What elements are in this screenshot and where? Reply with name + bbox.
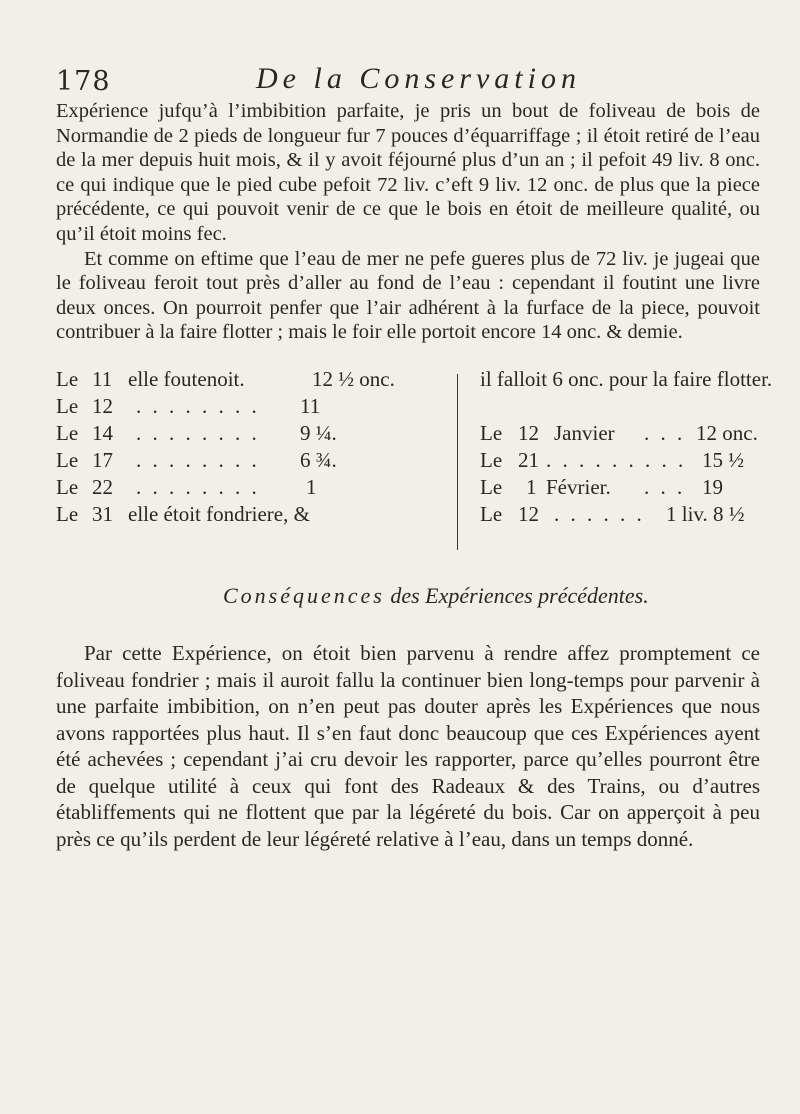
row-day: 1 (526, 475, 537, 499)
row-prefix: Le (56, 448, 79, 472)
row-value: 6 ¾. (300, 448, 337, 472)
row-text: elle étoit fondriere, & (128, 502, 310, 526)
row-prefix: Le (480, 421, 503, 445)
row-day: 12 (92, 394, 113, 418)
row-dots: . . . . . . . . (136, 421, 260, 445)
row-value: 15 ½ (702, 448, 744, 472)
table-left-column (56, 366, 456, 528)
running-title: De la Conservation (256, 62, 581, 95)
row-dots: . . . (644, 475, 686, 499)
row-dots: . . . (644, 421, 686, 445)
row-prefix: Le (56, 367, 79, 391)
row-text: elle foutenoit. (128, 367, 245, 391)
row-day: 14 (92, 421, 113, 445)
paragraph: Par cette Expérience, on étoit bien parvenu à rendre affez promptement ce foliveau fondrier ; mais il auroit fallu la continuer bien long-temps pour parvenir à une parfaite imbibition, on n’en peut pas douter après les Expériences que nous avons rapportées plus haut. Il s’en faut donc beaucoup que ces Expériences ayent été achevées ; cependant j’ai cru devoir les rapporter, parce qu’elles pourront être de quelque utilité à ceux qui font des Radeaux & des Trains, ou d’autres établiffements qui ne flottent que par la légéreté du bois. Car on apperçoit à peu près ce qu’ils perdent de leur légéreté relative à l’eau, dans un temps donné. (56, 641, 760, 851)
table-row (56, 447, 456, 474)
row-dots: . . . . . . . . (136, 394, 260, 418)
page-number: 178 (56, 66, 111, 97)
row-day: 21 (518, 448, 539, 472)
measurement-table (56, 366, 776, 556)
row-value: 11 (300, 394, 321, 418)
row-month: Janvier (554, 421, 615, 445)
row-day: 17 (92, 448, 113, 472)
row-day: 22 (92, 475, 113, 499)
row-value: 12 ½ onc. (312, 367, 395, 391)
row-prefix: Le (56, 421, 79, 445)
table-row (56, 420, 456, 447)
page-header (56, 62, 746, 102)
row-dots: . . . . . . . . (136, 475, 260, 499)
table-row (480, 474, 776, 501)
table-right-column (480, 366, 776, 528)
table-row (480, 501, 776, 528)
opening-text (56, 99, 760, 345)
row-prefix: Le (480, 475, 503, 499)
paragraph: Expérience jufqu’à l’imbibition parfaite, je pris un bout de foliveau de bois de Normandie de 2 pieds de longueur fur 7 pouces d’équarriffage ; il étoit retiré de l’eau de la mer depuis huit mois, & il y avoit féjourné plus d’un an ; il pefoit 49 liv. 8 onc. ce qui indique que le pied cube pefoit 72 liv. c’eft 9 liv. 12 onc. de plus que la piece précédente, ce qui pouvoit venir de ce que le bois en étoit de meilleure qualité, ou qu’il étoit moins fec. (56, 100, 760, 245)
table-row (480, 420, 776, 447)
row-value: 1 (306, 475, 317, 499)
row-prefix: Le (56, 502, 79, 526)
column-divider (457, 374, 458, 550)
row-prefix: Le (480, 448, 503, 472)
table-row (56, 393, 456, 420)
row-prefix: Le (56, 394, 79, 418)
row-prefix: Le (480, 502, 503, 526)
row-value: 12 onc. (696, 421, 758, 445)
row-dots: . . . . . . . . (136, 448, 260, 472)
row-value: 19 (702, 475, 723, 499)
section-heading (223, 583, 649, 609)
row-value: 1 liv. 8 ½ (666, 502, 745, 526)
row-day: 12 (518, 502, 539, 526)
row-day: 31 (92, 502, 113, 526)
row-day: 12 (518, 421, 539, 445)
row-month: Février. (546, 475, 611, 499)
row-day: 11 (92, 367, 113, 391)
table-row (480, 447, 776, 474)
consequences-text (56, 640, 760, 852)
section-heading-rest: des Expériences précédentes. (390, 583, 649, 608)
row-value: 9 ¼. (300, 421, 337, 445)
table-note: il falloit 6 onc. pour la faire flotter. (480, 367, 773, 391)
table-row (56, 501, 456, 528)
table-row (56, 474, 456, 501)
paragraph: Et comme on eftime que l’eau de mer ne pefe gueres plus de 72 liv. je jugeai que le foliveau feroit tout près d’aller au fond de l’eau : cependant il foutint une livre deux onces. On pourroit penfer que l’air adhérent à la furface de la piece, pouvoit contribuer à la faire flotter ; mais le foir elle portoit encore 14 onc. & demie. (56, 247, 760, 344)
table-row (56, 366, 456, 393)
row-dots: . . . . . . (554, 502, 645, 526)
row-dots: . . . . . . . . . (546, 448, 687, 472)
row-prefix: Le (56, 475, 79, 499)
section-heading-smallcaps: Conséquences (223, 583, 385, 608)
